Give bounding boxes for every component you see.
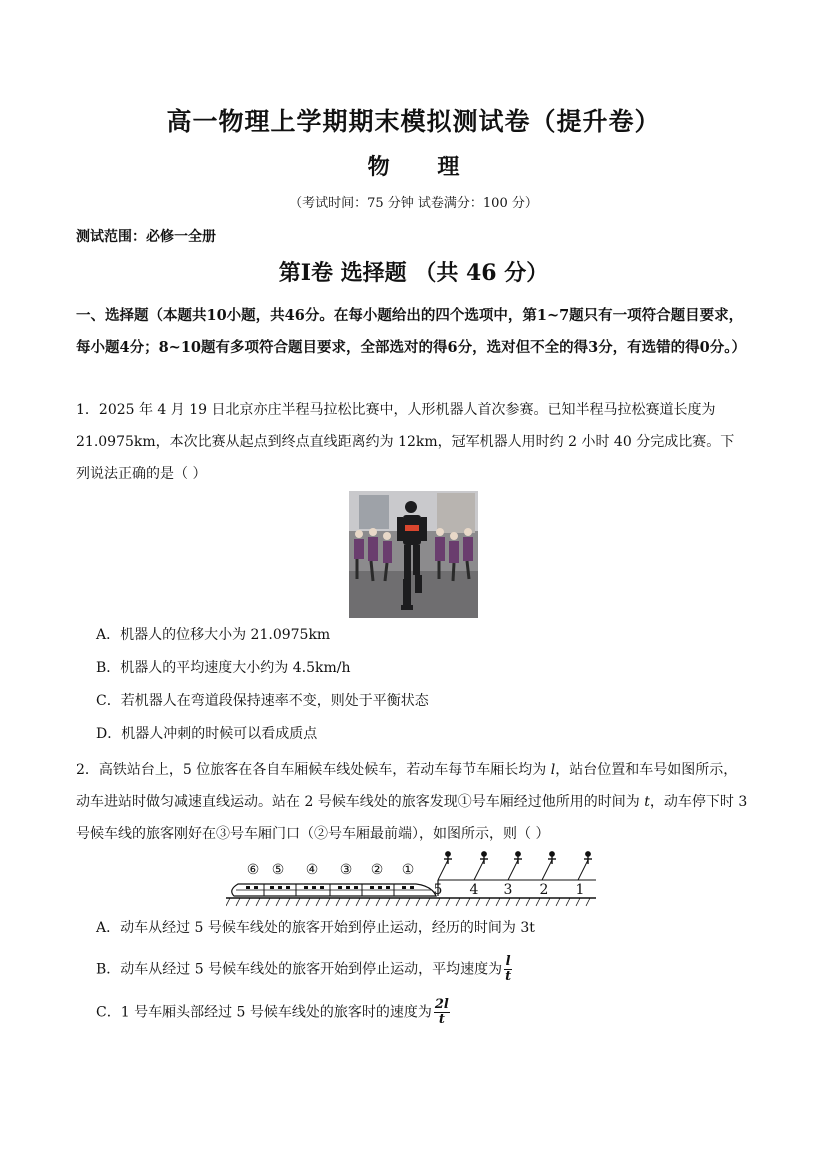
platform-label-5: 5 (433, 882, 443, 898)
variable-l: l (550, 762, 556, 778)
question-2-option-c (96, 998, 450, 1027)
fraction-l-over-t (504, 955, 512, 984)
car-label-5: ⑤ (271, 862, 285, 878)
car-label-4: ④ (305, 862, 319, 878)
platform-label-4: 4 (469, 882, 479, 898)
question-1-option-c: C．若机器人在弯道段保持速率不变，则处于平衡状态 (96, 693, 429, 709)
question-1-option-d: D．机器人冲刺的时候可以看成质点 (96, 726, 318, 742)
section-title: 第Ⅰ卷 选择题 （共 46 分） (278, 260, 549, 286)
platform-label-1: 1 (575, 882, 585, 898)
car-label-2: ② (370, 862, 384, 878)
question-2-option-b (96, 955, 512, 984)
question-1-text: 1．2025 年 4 月 19 日北京亦庄半程马拉松比赛中，人形机器人首次参赛。已知半程马拉松赛道长度为 21.0975km，本次比赛从起点到终点直线距离约为 12km，冠军机器人用时约 2 小时 40 分完成比赛。下列说法正确的是（ ） (76, 402, 735, 482)
question-1-option-b: B．机器人的平均速度大小约为 4.5km/h (96, 660, 351, 676)
robot-marathon-photo (349, 491, 478, 618)
car-label-3: ③ (339, 862, 353, 878)
fraction-denominator: t (505, 969, 512, 984)
ground-hatching (226, 898, 596, 906)
page-title: 高一物理上学期期末模拟测试卷（提升卷） (166, 107, 661, 136)
question-2-text-part1: 2．高铁站台上，5 位旅客在各自车厢候车线处候车，若动车每节车厢长均为 (76, 762, 551, 778)
platform-label-2: 2 (539, 882, 549, 898)
fraction-numerator: 2l (434, 997, 449, 1012)
section-instructions: 一、选择题（本题共10小题，共46分。在每小题给出的四个选项中，第1~7题只有一项符合题目要求，每小题4分；8~10题有多项符合题目要求，全部选对的得6分，选对但不全的得3分，有选错的得0分。） (76, 307, 747, 356)
question-2-text-part2: ，站台位置和车号如图所示，动车进站时做匀减速直线运动。站在 2 号候车线处的旅客发现①号车厢经过他所用的时间为 (76, 762, 738, 810)
platform-label-3: 3 (503, 882, 513, 898)
question-2-option-c-text: C．1 号车厢头部经过 5 号候车线处的旅客时的速度为 (96, 1004, 432, 1021)
fraction-denominator: t (438, 1012, 445, 1027)
train-platform-diagram (226, 850, 596, 910)
test-scope: 测试范围：必修一全册 (76, 229, 216, 245)
question-2-text-part3: ，动车停下时 3 号候车线的旅客刚好在③号车厢门口（②号车厢最前端），如图所示，则（ ） (76, 794, 748, 842)
train-shape (232, 884, 436, 896)
passenger-figures (444, 852, 592, 864)
platform-shape (438, 860, 596, 896)
question-2-option-b-text: B．动车从经过 5 号候车线处的旅客开始到停止运动，平均速度为 (96, 961, 503, 978)
question-2-option-a: A．动车从经过 5 号候车线处的旅客开始到停止运动，经历的时间为 3t (96, 920, 535, 936)
question-2-text (76, 754, 748, 850)
car-label-1: ① (401, 862, 415, 878)
question-1-option-a: A．机器人的位移大小为 21.0975km (96, 627, 331, 643)
fraction-numerator: l (505, 954, 511, 969)
subject-heading: 物 理 (367, 154, 460, 180)
variable-t: t (644, 794, 650, 810)
exam-info: （考试时间：75 分钟 试卷满分：100 分） (289, 196, 538, 211)
car-label-6: ⑥ (246, 862, 260, 878)
fraction-2l-over-t (434, 998, 450, 1027)
